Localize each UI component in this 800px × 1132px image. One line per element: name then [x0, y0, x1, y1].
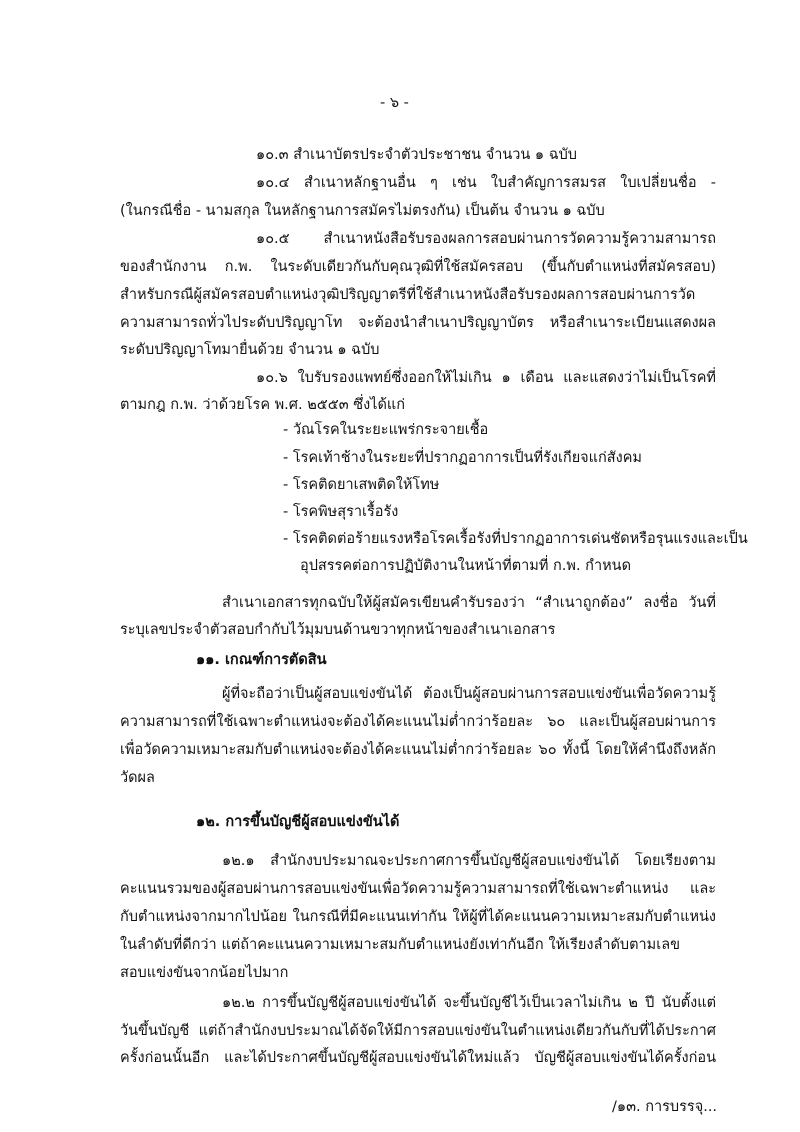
disease-item: - โรคเท้าช้างในระยะที่ปรากฏอาการเป็นที่รังเกียจแก่สังคม: [283, 450, 642, 466]
certify-line: ระบุเลขประจำตัวสอบกำกับไว้มุมบนด้านขวาทุกหน้าของสำเนาเอกสาร: [120, 622, 556, 638]
section-12-heading: ๑๒. การขึ้นบัญชีผู้สอบแข่งขันได้: [196, 814, 400, 830]
certify-line: สำเนาเอกสารทุกฉบับให้ผู้สมัครเขียนคำรับรองว่า “สำเนาถูกต้อง” ลงชื่อ วันที่: [222, 595, 716, 611]
disease-item: - โรคติดต่อร้ายแรงหรือโรคเรื้อรังที่ปรากฏอาการเด่นชัดหรือรุนแรงและเป็น: [283, 531, 748, 547]
item-10-4-line: (ในกรณีชื่อ - นามสกุล ในหลักฐานการสมัครไม่ตรงกัน) เป็นต้น จำนวน ๑ ฉบับ: [120, 203, 605, 219]
item-10-3: ๑๐.๓ สำเนาบัตรประจำตัวประชาชน จำนวน ๑ ฉบับ: [256, 147, 578, 163]
item-10-6-line: ๑๐.๖ ใบรับรองแพทย์ซึ่งออกให้ไม่เกิน ๑ เดือน และแสดงว่าไม่เป็นโรคที่: [256, 370, 716, 386]
section-11-line: ผู้ที่จะถือว่าเป็นผู้สอบแข่งขันได้ ต้องเป็นผู้สอบผ่านการสอบแข่งขันเพื่อวัดความรู้: [222, 686, 716, 702]
disease-item: - โรคติดยาเสพติดให้โทษ: [283, 477, 440, 493]
section-11-heading: ๑๑. เกณฑ์การตัดสิน: [196, 652, 327, 668]
item-10-6-line: ตามกฎ ก.พ. ว่าด้วยโรค พ.ศ. ๒๕๕๓ ซึ่งได้แก่: [120, 397, 406, 413]
item-10-4-line: ๑๐.๔ สำเนาหลักฐานอื่น ๆ เช่น ใบสำคัญการสมรส ใบเปลี่ยนชื่อ -: [256, 175, 716, 191]
continuation-note: /๑๓. การบรรจุ...: [612, 1099, 718, 1115]
item-10-5-line: ระดับปริญญาโทมายื่นด้วย จำนวน ๑ ฉบับ: [120, 342, 380, 358]
item-12-1-line: สอบแข่งขันจากน้อยไปมาก: [120, 965, 289, 981]
disease-item: - วัณโรคในระยะแพร่กระจายเชื้อ: [283, 422, 489, 438]
item-12-1-line: ในลำดับที่ดีกว่า แต่ถ้าคะแนนความเหมาะสมกับตำแหน่งยังเท่ากันอีก ให้เรียงลำดับตามเลข: [120, 937, 680, 953]
section-11-line: ความสามารถที่ใช้เฉพาะตำแหน่งจะต้องได้คะแนนไม่ต่ำกว่าร้อยละ ๖๐ และเป็นผู้สอบผ่านการ: [120, 714, 716, 730]
item-10-5-line: สำหรับกรณีผู้สมัครสอบตำแหน่งวุฒิปริญญาตรีที่ใช้สำเนาหนังสือรับรองผลการสอบผ่านการวัด: [120, 287, 696, 303]
item-12-1-line: คะแนนรวมของผู้สอบผ่านการสอบแข่งขันเพื่อวัดความรู้ความสามารถที่ใช้เฉพาะตำแหน่ง และ: [120, 881, 716, 897]
item-12-1-line: ๑๒.๑ สำนักงบประมาณจะประกาศการขึ้นบัญชีผู้สอบแข่งขันได้ โดยเรียงตาม: [222, 853, 716, 869]
item-10-5-line: ความสามารถทั่วไประดับปริญญาโท จะต้องนำสำเนาปริญญาบัตร หรือสำเนาระเบียนแสดงผล: [120, 315, 716, 331]
item-12-2-line: ครั้งก่อนนั้นอีก และได้ประกาศขึ้นบัญชีผู้สอบแข่งขันได้ใหม่แล้ว บัญชีผู้สอบแข่งขันได้ครั้งก่อน: [120, 1050, 716, 1066]
item-12-1-line: กับตำแหน่งจากมากไปน้อย ในกรณีที่มีคะแนนเท่ากัน ให้ผู้ที่ได้คะแนนความเหมาะสมกับตำแหน่ง: [120, 909, 716, 925]
item-12-2-line: ๑๒.๒ การขึ้นบัญชีผู้สอบแข่งขันได้ จะขึ้นบัญชีไว้เป็นเวลาไม่เกิน ๒ ปี นับตั้งแต่: [222, 995, 716, 1011]
item-12-2-line: วันขึ้นบัญชี แต่ถ้าสำนักงบประมาณได้จัดให้มีการสอบแข่งขันในตำแหน่งเดียวกันกับที่ได้ประกาศ: [120, 1023, 716, 1039]
page-number: - ๖ -: [380, 95, 409, 111]
section-11-line: เพื่อวัดความเหมาะสมกับตำแหน่งจะต้องได้คะแนนไม่ต่ำกว่าร้อยละ ๖๐ ทั้งนี้ โดยให้คำนึงถึงหลัก: [120, 742, 716, 758]
section-11-line: วัดผล: [120, 770, 155, 786]
disease-item-cont: อุปสรรคต่อการปฏิบัติงานในหน้าที่ตามที่ ก.พ. กำหนด: [300, 558, 631, 574]
item-10-5-line: ของสำนักงาน ก.พ. ในระดับเดียวกันกับคุณวุฒิที่ใช้สมัครสอบ (ขึ้นกับตำแหน่งที่สมัครสอบ): [120, 259, 716, 275]
disease-item: - โรคพิษสุราเรื้อรัง: [283, 504, 399, 520]
item-10-5-line: ๑๐.๕ สำเนาหนังสือรับรองผลการสอบผ่านการวัดความรู้ความสามารถ: [256, 231, 716, 247]
